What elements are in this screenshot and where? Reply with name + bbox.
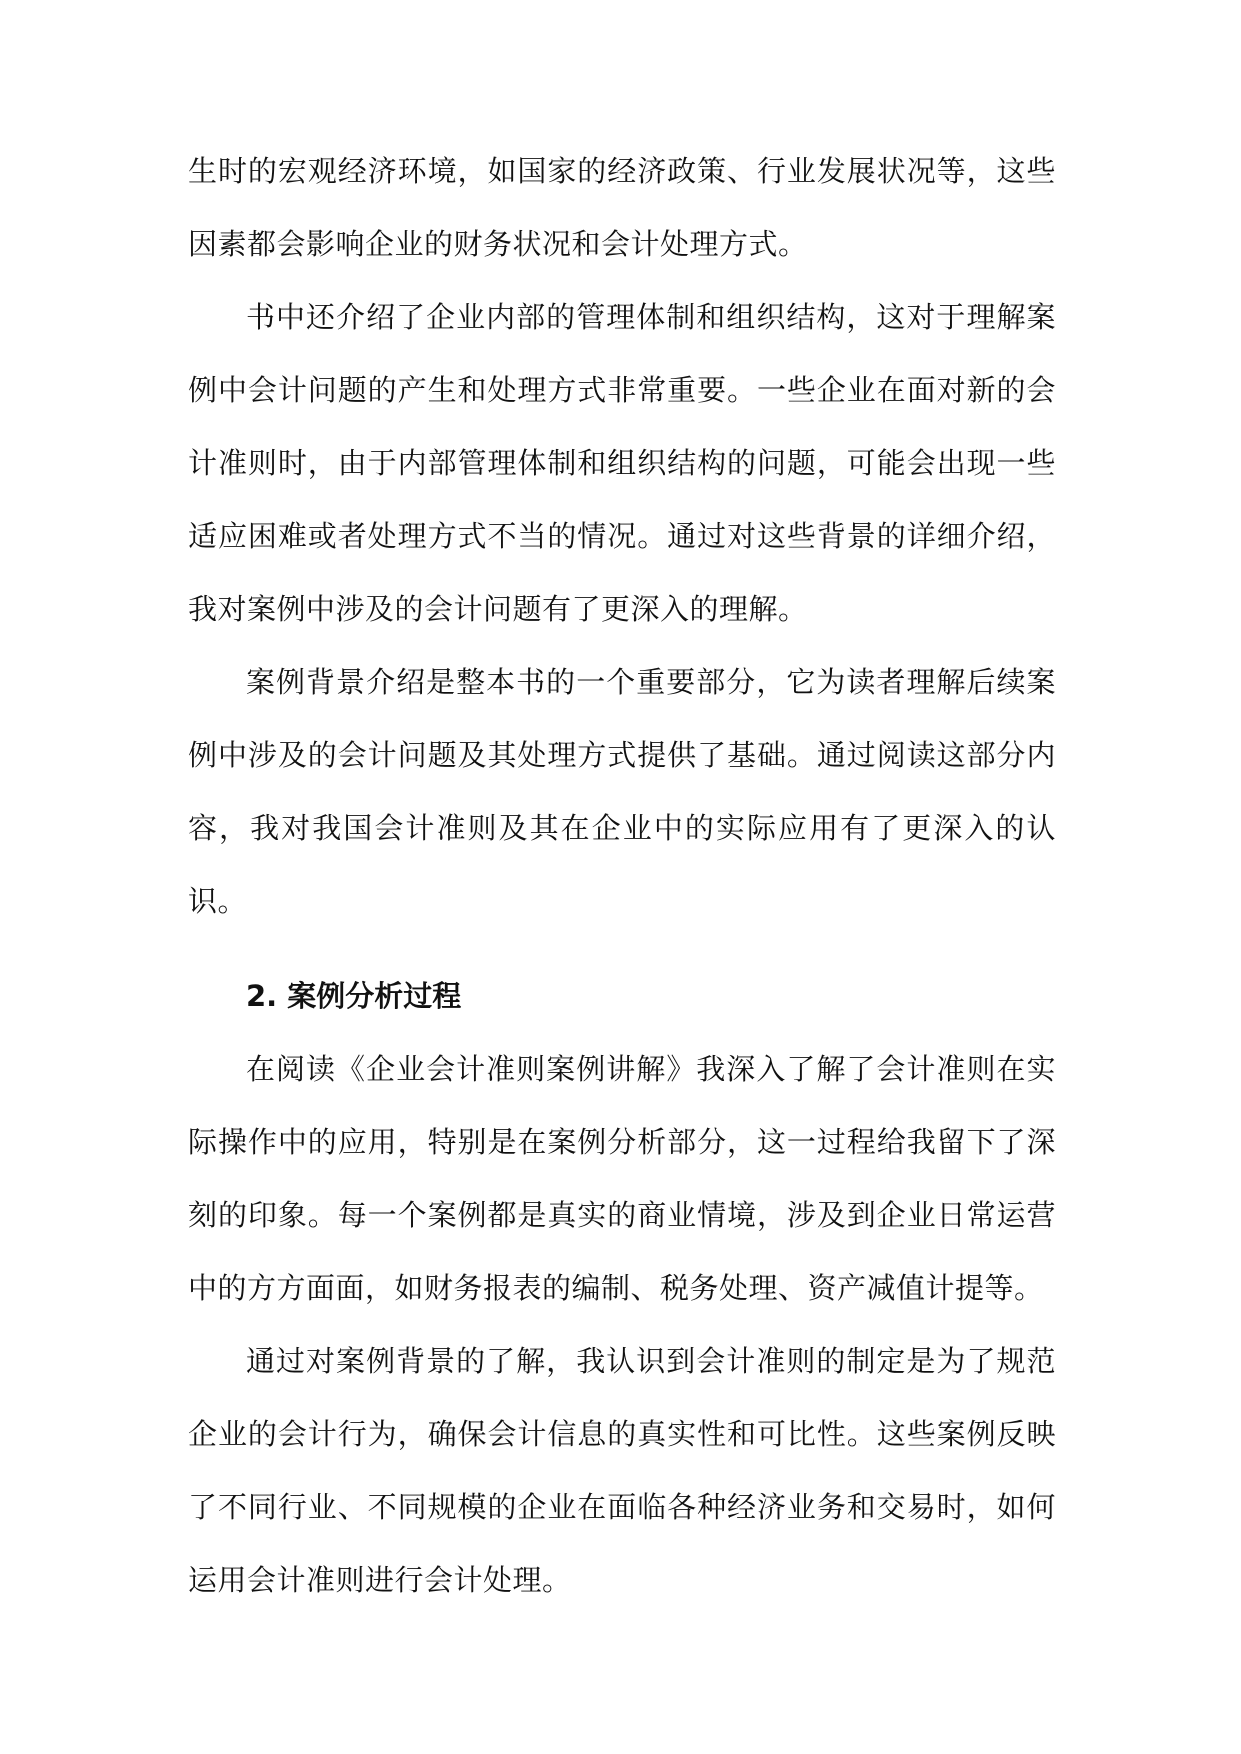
paragraph-case-analysis: 在阅读《企业会计准则案例讲解》我深入了解了会计准则在实际操作中的应用，特别是在案例分析部分，这一过程给我留下了深刻的印象。每一个案例都是真实的商业情境，涉及到企业日常运营中的方方面面，如财务报表的编制、税务处理、资产减值计提等。 [188,1052,1056,1305]
section-spacer [188,938,1056,960]
paragraph-standards-purpose: 通过对案例背景的了解，我认识到会计准则的制定是为了规范企业的会计行为，确保会计信息的真实性和可比性。这些案例反映了不同行业、不同规模的企业在面临各种经济业务和交易时，如何运用会计准则进行会计处理。 [188,1344,1056,1597]
document-body [188,135,1056,1617]
section-heading: 2. 案例分析过程 [246,979,462,1013]
paragraph-background-summary: 案例背景介绍是整本书的一个重要部分，它为读者理解后续案例中涉及的会计问题及其处理方式提供了基础。通过阅读这部分内容，我对我国会计准则及其在企业中的实际应用有了更深入的认识。 [188,665,1056,918]
paragraph-continued: 生时的宏观经济环境，如国家的经济政策、行业发展状况等，这些因素都会影响企业的财务状况和会计处理方式。 [188,154,1056,261]
paragraph-management-structure: 书中还介绍了企业内部的管理体制和组织结构，这对于理解案例中会计问题的产生和处理方式非常重要。一些企业在面对新的会计准则时，由于内部管理体制和组织结构的问题，可能会出现一些适应困难或者处理方式不当的情况。通过对这些背景的详细介绍，我对案例中涉及的会计问题有了更深入的理解。 [188,300,1056,626]
